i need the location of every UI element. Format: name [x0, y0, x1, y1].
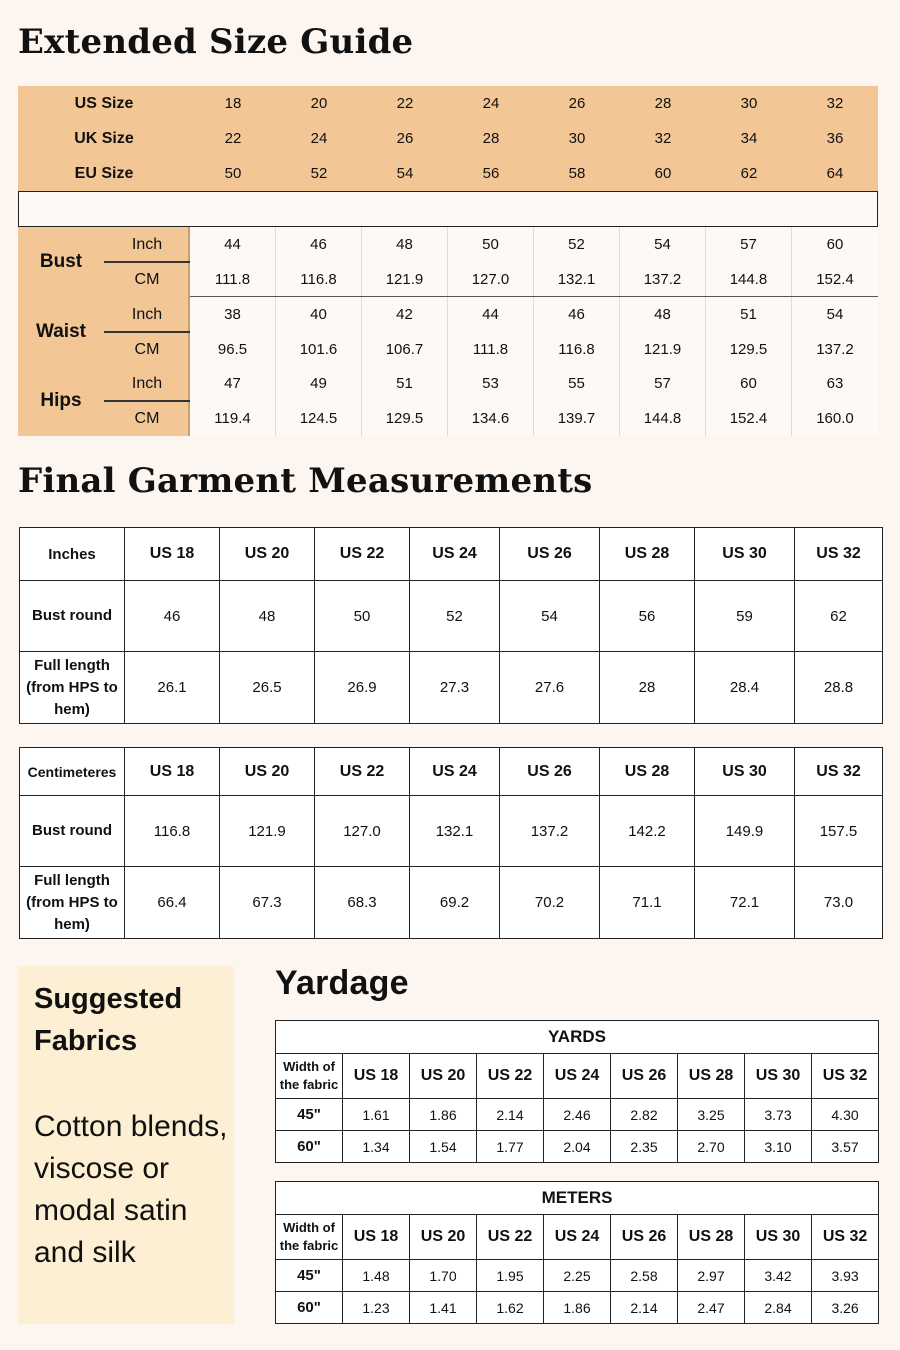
- table-cell: 2.97: [678, 1260, 745, 1292]
- size-cell: 34: [740, 130, 758, 147]
- value-cell: 101.6: [276, 332, 362, 367]
- size-header: US 30: [695, 528, 795, 581]
- table-cell: 1.61: [343, 1099, 410, 1131]
- value-cell: 57: [706, 227, 792, 262]
- value-cell: 60: [706, 366, 792, 401]
- value-cell: 51: [362, 366, 448, 401]
- table-cell: 127.0: [315, 796, 410, 867]
- size-header: US 28: [678, 1054, 745, 1099]
- size-header: US 22: [477, 1054, 544, 1099]
- size-cell: 20: [310, 95, 328, 112]
- table-cell: 3.42: [745, 1260, 812, 1292]
- table-cell: 66.4: [125, 867, 220, 939]
- group-values: [190, 297, 878, 367]
- value-cell: 137.2: [620, 262, 706, 297]
- size-header: US 30: [695, 748, 795, 796]
- table-cell: 2.14: [611, 1292, 678, 1324]
- table-cell: 2.04: [544, 1131, 611, 1163]
- value-cell: 57: [620, 366, 706, 401]
- size-header: US 32: [795, 528, 883, 581]
- table-cell: 157.5: [795, 796, 883, 867]
- value-cell: 54: [620, 227, 706, 262]
- table-row: [20, 652, 883, 724]
- suggested-fabrics-box: [18, 966, 234, 1324]
- value-cell: 38: [190, 297, 276, 332]
- table-cell: 2.70: [678, 1131, 745, 1163]
- value-cell: 129.5: [362, 401, 448, 436]
- value-cell: 55: [534, 366, 620, 401]
- row-label: Full length (from HPS to hem): [20, 867, 125, 939]
- size-header: US 26: [611, 1054, 678, 1099]
- size-header: US 28: [600, 748, 695, 796]
- size-header: US 22: [477, 1215, 544, 1260]
- table-cell: 52: [410, 581, 500, 652]
- table-cell: 132.1: [410, 796, 500, 867]
- value-cell: 46: [276, 227, 362, 262]
- value-cell: 152.4: [816, 271, 854, 288]
- table-cell: 1.86: [544, 1292, 611, 1324]
- table-cell: 2.47: [678, 1292, 745, 1324]
- size-header-block: [18, 86, 878, 191]
- value-cell: 42: [362, 297, 448, 332]
- table-cell: 27.6: [500, 652, 600, 724]
- value-row: [190, 297, 878, 332]
- table-row: [276, 1099, 879, 1131]
- width-header: Width of the fabric: [276, 1215, 343, 1260]
- table-cell: 59: [695, 581, 795, 652]
- table-cell: 69.2: [410, 867, 500, 939]
- fabrics-title: Suggested Fabrics: [34, 983, 183, 1057]
- value-cell: 47: [190, 366, 276, 401]
- value-cell: 40: [276, 297, 362, 332]
- value-cell: 54: [826, 306, 844, 323]
- value-cell: 106.7: [362, 332, 448, 367]
- size-header: US 18: [125, 748, 220, 796]
- garment-table-inches: [19, 527, 883, 724]
- size-cell: 22: [396, 95, 414, 112]
- value-cell: 96.5: [190, 332, 276, 367]
- value-row: [190, 366, 878, 401]
- row-label: Full length (from HPS to hem): [20, 652, 125, 724]
- value-cell: 119.4: [190, 401, 276, 436]
- table-row: [20, 796, 883, 867]
- yardage-title: Yardage: [275, 964, 409, 1002]
- value-cell: 160.0: [816, 410, 854, 427]
- table-title-row: [276, 1021, 879, 1054]
- garment-title: Final Garment Measurements: [18, 461, 593, 501]
- table-cell: 68.3: [315, 867, 410, 939]
- table-cell: 72.1: [695, 867, 795, 939]
- group-label-area: [18, 227, 190, 297]
- size-header: US 28: [678, 1215, 745, 1260]
- size-cell: 62: [740, 165, 758, 182]
- size-header: US 22: [315, 528, 410, 581]
- value-cell: 44: [190, 227, 276, 262]
- table-cell: 54: [500, 581, 600, 652]
- value-cell: 50: [448, 227, 534, 262]
- table-cell: 62: [795, 581, 883, 652]
- size-cell: 58: [568, 165, 586, 182]
- table-cell: 2.46: [544, 1099, 611, 1131]
- table-cell: 1.95: [477, 1260, 544, 1292]
- table-cell: 26.9: [315, 652, 410, 724]
- table-cell: 3.57: [812, 1131, 879, 1163]
- row-label: 45": [276, 1099, 343, 1131]
- size-cell: 36: [826, 130, 844, 147]
- garment-table-centimeters: [19, 747, 883, 939]
- table-cell: 1.86: [410, 1099, 477, 1131]
- table-cell: 121.9: [220, 796, 315, 867]
- table-cell: 149.9: [695, 796, 795, 867]
- table-cell: 70.2: [500, 867, 600, 939]
- size-header: US 32: [812, 1054, 879, 1099]
- table-cell: 56: [600, 581, 695, 652]
- table-cell: 3.93: [812, 1260, 879, 1292]
- value-cell: 44: [448, 297, 534, 332]
- size-cell: 24: [310, 130, 328, 147]
- value-cell: 129.5: [706, 332, 792, 367]
- size-header: US 32: [795, 748, 883, 796]
- table-cell: 28.8: [795, 652, 883, 724]
- group-values: [190, 227, 878, 297]
- unit-label: CM: [134, 270, 160, 288]
- table-cell: 2.25: [544, 1260, 611, 1292]
- size-header: US 18: [343, 1215, 410, 1260]
- size-header: US 30: [745, 1054, 812, 1099]
- table-cell: 1.62: [477, 1292, 544, 1324]
- value-cell: 111.8: [190, 262, 276, 297]
- value-row: [190, 401, 878, 436]
- group-label: Waist: [36, 321, 86, 342]
- size-header: US 30: [745, 1215, 812, 1260]
- value-cell: 48: [362, 227, 448, 262]
- unit-label: CM: [134, 340, 160, 358]
- size-cell: 50: [224, 165, 242, 182]
- size-guide-table: [18, 86, 878, 436]
- value-cell: 48: [620, 297, 706, 332]
- table-cell: 2.14: [477, 1099, 544, 1131]
- size-cell: 30: [740, 95, 758, 112]
- table-cell: 2.82: [611, 1099, 678, 1131]
- size-header: US 26: [500, 528, 600, 581]
- value-cell: 121.9: [620, 332, 706, 367]
- size-header: US 32: [812, 1215, 879, 1260]
- value-cell: 53: [448, 366, 534, 401]
- value-cell: 116.8: [276, 262, 362, 297]
- table-cell: 2.35: [611, 1131, 678, 1163]
- size-header: US 24: [410, 528, 500, 581]
- group-label: Bust: [39, 251, 83, 272]
- size-cell: 22: [224, 130, 242, 147]
- size-cell: 28: [654, 95, 672, 112]
- table-cell: 71.1: [600, 867, 695, 939]
- table-cell: 73.0: [795, 867, 883, 939]
- table-cell: 26.5: [220, 652, 315, 724]
- size-cell: 56: [482, 165, 500, 182]
- table-cell: 1.54: [410, 1131, 477, 1163]
- value-cell: 121.9: [362, 262, 448, 297]
- table-cell: 28: [600, 652, 695, 724]
- table-cell: 67.3: [220, 867, 315, 939]
- value-cell: 144.8: [706, 262, 792, 297]
- table-cell: 3.73: [745, 1099, 812, 1131]
- value-cell: 134.6: [448, 401, 534, 436]
- table-heading: YARDS: [276, 1021, 879, 1054]
- fabrics-description: Cotton blends, viscose or modal satin and silk: [34, 1110, 228, 1269]
- table-cell: 28.4: [695, 652, 795, 724]
- value-cell: 51: [706, 297, 792, 332]
- size-header-row: [18, 156, 878, 191]
- size-header-label: EU Size: [74, 164, 134, 182]
- table-cell: 46: [125, 581, 220, 652]
- value-cell: 127.0: [448, 262, 534, 297]
- table-cell: 2.58: [611, 1260, 678, 1292]
- table-cell: 3.10: [745, 1131, 812, 1163]
- value-cell: 137.2: [816, 341, 854, 358]
- size-cell: 26: [396, 130, 414, 147]
- value-cell: 49: [276, 366, 362, 401]
- size-header: US 24: [544, 1215, 611, 1260]
- size-cell: 64: [826, 165, 844, 182]
- size-header: US 22: [315, 748, 410, 796]
- size-cell: 30: [568, 130, 586, 147]
- table-header-row: [20, 748, 883, 796]
- table-cell: 1.70: [410, 1260, 477, 1292]
- yardage-table-meters: [275, 1181, 879, 1324]
- value-cell: 116.8: [534, 332, 620, 367]
- size-guide-divider: [18, 191, 878, 227]
- table-cell: 26.1: [125, 652, 220, 724]
- size-header: US 18: [343, 1054, 410, 1099]
- unit-label: Inch: [131, 305, 163, 323]
- table-cell: 50: [315, 581, 410, 652]
- size-header: US 20: [410, 1215, 477, 1260]
- size-header: US 20: [410, 1054, 477, 1099]
- width-header: Width of the fabric: [276, 1054, 343, 1099]
- table-heading: METERS: [276, 1182, 879, 1215]
- measurement-group-hips: [18, 366, 878, 436]
- row-label: Bust round: [20, 581, 125, 652]
- row-label: 60": [276, 1131, 343, 1163]
- value-cell: 60: [826, 236, 844, 253]
- measurement-group-waist: [18, 297, 878, 367]
- table-cell: 1.48: [343, 1260, 410, 1292]
- value-cell: 132.1: [534, 262, 620, 297]
- yardage-table-yards: [275, 1020, 879, 1163]
- table-cell: 27.3: [410, 652, 500, 724]
- size-header: US 18: [125, 528, 220, 581]
- group-label-area: [18, 366, 190, 436]
- unit-label: Inch: [131, 374, 163, 392]
- size-cell: 52: [310, 165, 328, 182]
- row-label: 60": [276, 1292, 343, 1324]
- value-row: [190, 332, 878, 367]
- table-cell: 3.25: [678, 1099, 745, 1131]
- group-values: [190, 366, 878, 436]
- value-row: [190, 262, 878, 297]
- value-cell: 139.7: [534, 401, 620, 436]
- table-cell: 4.30: [812, 1099, 879, 1131]
- size-cell: 54: [396, 165, 414, 182]
- value-cell: 63: [826, 375, 844, 392]
- table-cell: 1.34: [343, 1131, 410, 1163]
- size-guide-title: Extended Size Guide: [18, 22, 414, 62]
- value-cell: 111.8: [448, 332, 534, 367]
- value-row: [190, 227, 878, 262]
- table-row: [276, 1131, 879, 1163]
- value-cell: 124.5: [276, 401, 362, 436]
- size-header: US 26: [611, 1215, 678, 1260]
- size-header-label: UK Size: [74, 129, 134, 147]
- size-header: US 20: [220, 748, 315, 796]
- table-header-row: [276, 1215, 879, 1260]
- table-cell: 116.8: [125, 796, 220, 867]
- size-cell: 28: [482, 130, 500, 147]
- table-cell: 142.2: [600, 796, 695, 867]
- table-cell: 2.84: [745, 1292, 812, 1324]
- size-header: US 26: [500, 748, 600, 796]
- size-cell: 32: [826, 95, 844, 112]
- table-cell: 137.2: [500, 796, 600, 867]
- table-row: [20, 581, 883, 652]
- size-cell: 18: [224, 95, 242, 112]
- unit-header: Inches: [20, 528, 125, 581]
- size-header: US 24: [410, 748, 500, 796]
- table-cell: 48: [220, 581, 315, 652]
- row-label: Bust round: [20, 796, 125, 867]
- value-cell: 144.8: [620, 401, 706, 436]
- table-cell: 1.23: [343, 1292, 410, 1324]
- unit-label: CM: [134, 409, 160, 427]
- unit-header: Centimeteres: [20, 748, 125, 796]
- table-cell: 1.77: [477, 1131, 544, 1163]
- size-header: US 28: [600, 528, 695, 581]
- size-cell: 24: [482, 95, 500, 112]
- size-header-label: US Size: [74, 94, 134, 112]
- group-label-area: [18, 297, 190, 367]
- table-header-row: [276, 1054, 879, 1099]
- size-cell: 60: [654, 165, 672, 182]
- size-cell: 26: [568, 95, 586, 112]
- table-header-row: [20, 528, 883, 581]
- value-cell: 46: [534, 297, 620, 332]
- table-row: [20, 867, 883, 939]
- table-cell: 3.26: [812, 1292, 879, 1324]
- size-cell: 32: [654, 130, 672, 147]
- value-cell: 52: [534, 227, 620, 262]
- unit-label: Inch: [131, 235, 163, 253]
- table-cell: 1.41: [410, 1292, 477, 1324]
- group-label: Hips: [40, 390, 82, 411]
- size-header: US 24: [544, 1054, 611, 1099]
- table-row: [276, 1292, 879, 1324]
- table-row: [276, 1260, 879, 1292]
- table-title-row: [276, 1182, 879, 1215]
- row-label: 45": [276, 1260, 343, 1292]
- size-header: US 20: [220, 528, 315, 581]
- size-header-row: [18, 121, 878, 156]
- size-header-row: [18, 86, 878, 121]
- measurement-group-bust: [18, 227, 878, 297]
- value-cell: 152.4: [706, 401, 792, 436]
